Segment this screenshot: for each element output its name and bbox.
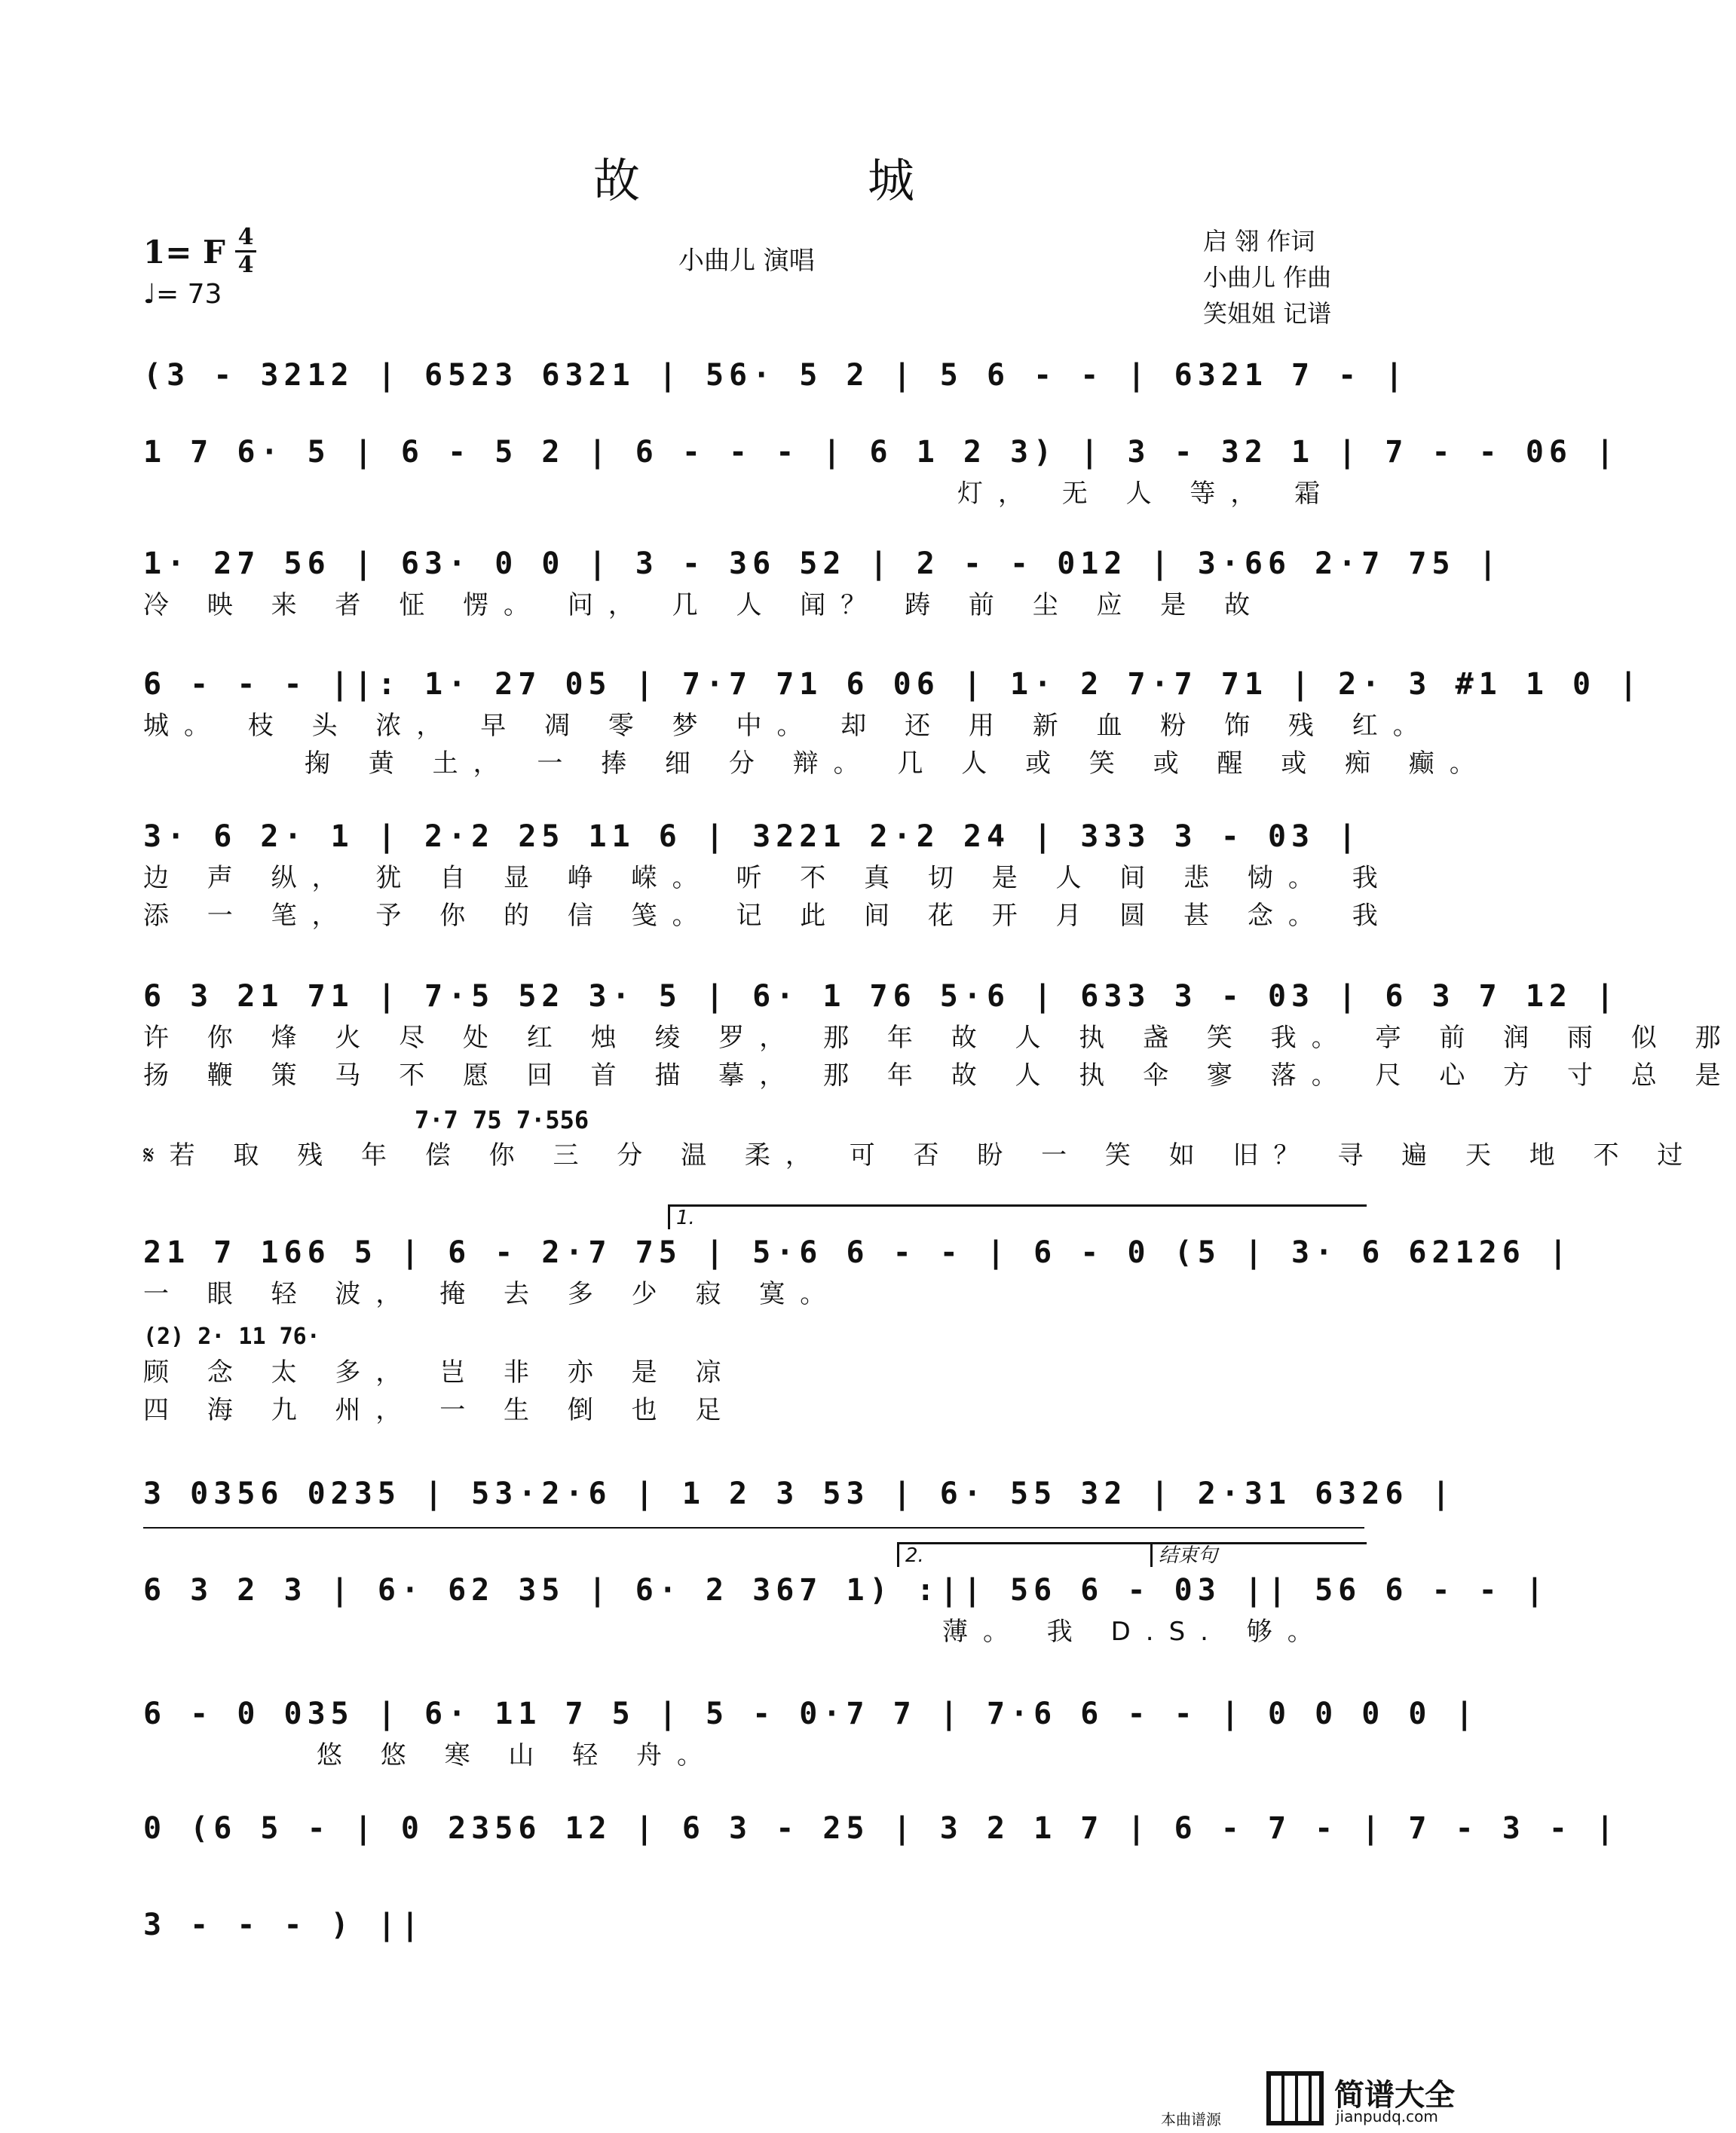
lyrics-verse-1: 边 声 纵， 犹 自 显 峥 嵘。 听 不 真 切 是 人 间 悲 恸。 我	[143, 863, 1393, 893]
notation-line: 6 3 2 3 | 6· 62 35 | 6· 2 367 1) :|| 56 6 - 03 || 56 6 - - |	[143, 1573, 1549, 1608]
lyrics-verse-2: 添 一 笔， 予 你 的 信 笺。 记 此 间 花 开 月 圆 甚 念。 我	[143, 901, 1393, 931]
first-ending-bracket: 1.	[668, 1204, 1367, 1229]
system-7	[143, 1207, 1573, 1429]
system-8	[143, 1471, 1456, 1529]
composer: 小曲儿 作曲	[1203, 263, 1332, 292]
alternate-notes: 7·7 75 7·556	[415, 1106, 589, 1134]
lyrics-verse-1: 一 眼 轻 波， 掩 去 多 少 寂 寞。	[143, 1279, 841, 1309]
transcriber: 笑姐姐 记谱	[1203, 299, 1332, 328]
notation-line: 3· 6 2· 1 | 2·2 25 11 6 | 3221 2·2 24 | 333 3 - 03 |	[143, 819, 1362, 854]
tempo-marking: ♩= 73	[143, 279, 222, 310]
piano-keys-icon	[1266, 2071, 1324, 2125]
system-12	[143, 1902, 1364, 1948]
notation-line: 3 - - - ) ||	[143, 1908, 424, 1942]
time-signature	[232, 226, 259, 277]
notation-line: 1· 27 56 | 63· 0 0 | 3 - 36 52 | 2 - - 012 | 3·66 2·7 75 |	[143, 546, 1502, 581]
performer: 小曲儿 演唱	[678, 246, 815, 276]
lyrics-verse-3: 四 海 九 州， 一 生 倒 也 足	[143, 1395, 736, 1425]
lyrics-verse-1: 城。 枝 头 浓， 早 凋 零 梦 中。 却 还 用 新 血 粉 饰 残 红。	[143, 711, 1434, 741]
system-4	[143, 662, 1643, 782]
system-2	[143, 430, 1620, 513]
system-3	[143, 541, 1502, 624]
lyricist: 启 翎 作词	[1203, 227, 1315, 256]
lyrics-verse-1: 冷 映 来 者 怔 愣。 问， 几 人 闻？ 踌 前 尘 应 是 故	[143, 590, 1266, 620]
system-5	[143, 814, 1393, 935]
notation-line: 21 7 166 5 | 6 - 2·7 75 | 5·6 6 - - | 6 - 0 (5 | 3· 6 62126 |	[143, 1235, 1573, 1270]
key-signature: 1= F	[143, 234, 225, 271]
lyrics-verse-1: 许 你 烽 火 尽 处 红 烛 绫 罗， 那 年 故 人 执 盏 笑 我。 亭 前 润 雨 似 那	[143, 1023, 1736, 1053]
notation-line: 6 - 0 035 | 6· 11 7 5 | 5 - 0·7 7 | 7·6 6 - - | 0 0 0 0 |	[143, 1697, 1479, 1731]
lyrics-verse-3: 𝄋若 取 残 年 偿 你 三 分 温 柔， 可 否 盼 一 笑 如 旧？ 寻 遍 天 地 不 过	[143, 1140, 1698, 1171]
lyrics-verse-2: 顾 念 太 多， 岂 非 亦 是 凉	[143, 1357, 736, 1388]
coda-bracket: 结束句	[1150, 1542, 1367, 1567]
song-title: 故 城	[592, 153, 1005, 208]
notation-line: 6 3 21 71 | 7·5 52 3· 5 | 6· 1 76 5·6 | 633 3 - 03 | 6 3 7 12 |	[143, 979, 1620, 1014]
system-divider	[143, 1527, 1364, 1529]
notation-line: 3 0356 0235 | 53·2·6 | 1 2 3 53 | 6· 55 32 | 2·31 6326 |	[143, 1477, 1456, 1511]
time-signature-bottom: 4	[237, 252, 254, 278]
notation-line: 0 (6 5 - | 0 2356 12 | 6 3 - 25 | 3 2 1 7 | 6 - 7 - | 7 - 3 - |	[143, 1811, 1620, 1846]
time-signature-top: 4	[237, 224, 254, 250]
system-9	[143, 1544, 1549, 1651]
system-11	[143, 1806, 1620, 1851]
second-ending-bracket: 2.	[897, 1542, 1154, 1567]
lyrics-verse-1: 悠 悠 寒 山 轻 舟。	[317, 1740, 718, 1770]
logo-url: jianpudq.com	[1336, 2107, 1438, 2125]
source-note: 本曲谱源	[1161, 2110, 1221, 2128]
lyrics-verse-2: 掬 黄 土， 一 捧 细 分 辩。 几 人 或 笑 或 醒 或 痴 癫。	[305, 748, 1490, 779]
second-ending-notes: (2) 2· 11 76·	[143, 1324, 320, 1350]
system-10	[143, 1691, 1479, 1774]
site-logo	[1266, 2071, 1493, 2125]
notation-line: 6 - - - ||: 1· 27 05 | 7·7 71 6 06 | 1· 2 7·7 71 | 2· 3 #1 1 0 |	[143, 667, 1643, 702]
lyrics-verse-2: 扬 鞭 策 马 不 愿 回 首 描 摹， 那 年 故 人 执 伞 寥 落。 尺 心 方 寸 总 是	[143, 1060, 1736, 1091]
notation-line: 1 7 6· 5 | 6 - 5 2 | 6 - - - | 6 1 2 3) | 3 - 32 1 | 7 - - 06 |	[143, 435, 1620, 470]
lyrics-verse-1: 灯， 无 人 等， 霜	[957, 479, 1336, 509]
system-1	[143, 353, 1409, 398]
lyrics-verse-1: 薄。 我 D.S. 够。	[942, 1617, 1328, 1647]
logo-name: 简谱大全	[1334, 2078, 1455, 2113]
credits	[1203, 223, 1331, 332]
system-6	[143, 974, 1736, 1174]
notation-line: (3 - 3212 | 6523 6321 | 56· 5 2 | 5 6 - - | 6321 7 - |	[143, 358, 1409, 393]
